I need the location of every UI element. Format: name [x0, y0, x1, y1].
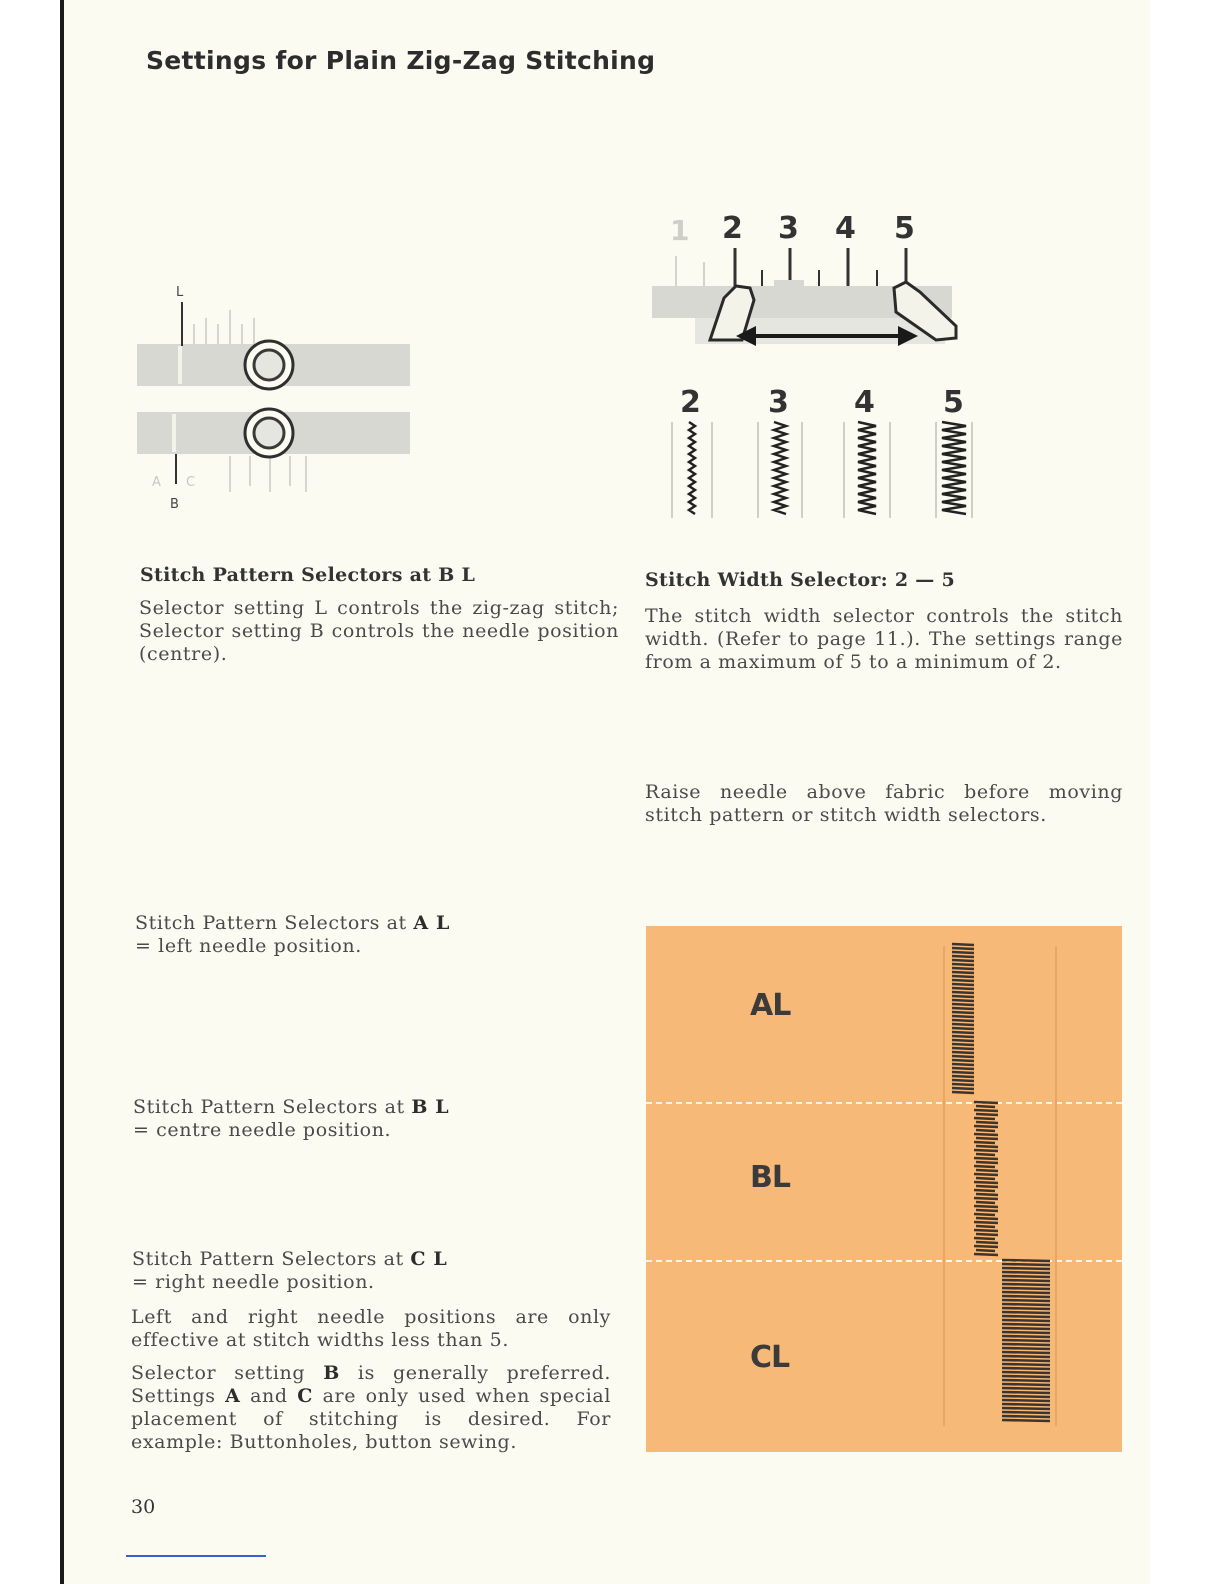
preferred-setting-note	[131, 1362, 611, 1454]
stitch-mark	[1002, 1272, 1050, 1273]
stitch-mark	[952, 1084, 974, 1085]
stitch-mark	[952, 1024, 974, 1025]
stitch-mark	[976, 1122, 998, 1123]
stitch-mark	[952, 988, 974, 989]
stitch-mark	[952, 948, 974, 949]
stitch-width-5: 5	[943, 385, 964, 420]
stitch-mark	[976, 1234, 998, 1235]
stitch-mark	[974, 1206, 998, 1207]
stitch-mark	[1002, 1304, 1050, 1305]
stitch-mark	[976, 1186, 998, 1187]
stitch-mark	[1002, 1284, 1050, 1285]
swatch-label-bl: BL	[750, 1160, 790, 1195]
stitch-mark	[974, 1150, 998, 1151]
stitch-mark	[952, 1048, 974, 1049]
note-setting-c: C	[297, 1385, 313, 1407]
stitch-mark	[976, 1242, 998, 1243]
stitch-mark	[1002, 1260, 1050, 1261]
dial-label-l: L	[176, 285, 184, 300]
stitch-mark	[1002, 1400, 1050, 1401]
stitch-mark	[1002, 1324, 1050, 1325]
stitch-mark	[974, 1238, 995, 1239]
stitch-mark	[1002, 1388, 1050, 1389]
width-heading: Stitch Width Selector: 2 — 5	[645, 569, 956, 591]
stitch-mark	[952, 1076, 974, 1077]
position-left-prefix: Stitch Pattern Selectors at	[135, 912, 414, 934]
stitch-mark	[1002, 1308, 1050, 1309]
stitch-mark	[1002, 1332, 1050, 1333]
stitch-mark	[952, 1012, 974, 1013]
stitch-mark	[1002, 1416, 1050, 1417]
stitch-mark	[952, 956, 974, 957]
stitch-mark	[974, 1110, 998, 1111]
stitch-mark	[974, 1246, 998, 1247]
stitch-mark	[1002, 1344, 1050, 1345]
stitch-mark	[974, 1254, 998, 1255]
stitch-column-bl	[974, 1102, 998, 1255]
position-right	[132, 1248, 612, 1294]
stitch-mark	[976, 1218, 998, 1219]
stitch-mark	[1002, 1280, 1050, 1281]
stitch-mark	[974, 1166, 995, 1167]
note-text-4: are only used when special placement of stitching is desired. For example: Buttonholes, button sewing.	[131, 1385, 611, 1453]
stitch-mark	[952, 972, 974, 973]
swatch-label-al: AL	[750, 988, 791, 1023]
stitch-rows	[646, 926, 1122, 1452]
zigzag-sample-2	[689, 422, 695, 514]
stitch-mark	[1002, 1316, 1050, 1317]
stitch-mark	[1002, 1276, 1050, 1277]
page-number: 30	[131, 1496, 156, 1518]
stitch-column-cl	[1002, 1260, 1050, 1421]
note-text-2: is generally preferred. Settings	[131, 1362, 611, 1407]
stitch-mark	[952, 1020, 974, 1021]
stitch-mark	[1002, 1368, 1050, 1369]
stitch-mark	[952, 1016, 974, 1017]
dial-label-c: C	[186, 475, 196, 490]
stitch-mark	[952, 992, 974, 993]
position-left-setting: A L	[413, 912, 450, 934]
pattern-selector-figure	[130, 280, 420, 520]
stitch-mark	[1002, 1404, 1050, 1405]
stitch-mark	[1002, 1372, 1050, 1373]
stitch-mark	[952, 968, 974, 969]
stitch-mark	[976, 1170, 998, 1171]
width-dial-1: 1	[670, 214, 690, 247]
stitch-mark	[952, 1044, 974, 1045]
stitch-mark	[974, 1182, 998, 1183]
position-right-prefix: Stitch Pattern Selectors at	[132, 1248, 411, 1270]
stitch-mark	[952, 1088, 974, 1089]
stitch-mark	[1002, 1268, 1050, 1269]
stitch-mark	[974, 1198, 998, 1199]
stitch-mark	[952, 1064, 974, 1065]
width-dial-3: 3	[778, 211, 799, 246]
stitch-mark	[974, 1222, 998, 1223]
stitch-mark	[1002, 1340, 1050, 1341]
stitch-mark	[976, 1194, 998, 1195]
stitch-column-al	[952, 944, 974, 1093]
stitch-mark	[976, 1130, 995, 1131]
stitch-mark	[974, 1118, 995, 1119]
position-right-desc: = right needle position.	[132, 1271, 375, 1293]
stitch-width-2: 2	[680, 385, 701, 420]
pattern-text: Selector setting L controls the zig-zag stitch; Selector setting B controls the needle position (centre).	[139, 597, 619, 665]
stitch-mark	[974, 1174, 998, 1175]
bottom-rule	[126, 1555, 266, 1557]
stitch-mark	[952, 1004, 974, 1005]
stitch-mark	[952, 1060, 974, 1061]
stitch-mark	[974, 1142, 995, 1143]
position-left-desc: = left needle position.	[135, 935, 362, 957]
stitch-mark	[952, 1036, 974, 1037]
stitch-mark	[976, 1106, 995, 1107]
stitch-mark	[952, 952, 974, 953]
stitch-mark	[952, 976, 974, 977]
raise-needle-note: Raise needle above fabric before moving stitch pattern or stitch width selectors.	[645, 781, 1123, 826]
position-centre-prefix: Stitch Pattern Selectors at	[133, 1096, 412, 1118]
position-centre-desc: = centre needle position.	[133, 1119, 392, 1141]
stitch-mark	[1002, 1292, 1050, 1293]
stitch-mark	[1002, 1352, 1050, 1353]
stitch-mark	[976, 1226, 995, 1227]
stitch-mark	[974, 1190, 995, 1191]
stitch-mark	[1002, 1356, 1050, 1357]
stitch-mark	[1002, 1376, 1050, 1377]
stitch-mark	[974, 1126, 998, 1127]
stitch-mark	[976, 1250, 995, 1251]
dial-label-a: A	[152, 475, 161, 490]
stitch-mark	[952, 964, 974, 965]
stitch-mark	[976, 1202, 995, 1203]
note-text-3: and	[240, 1385, 298, 1407]
stitch-mark	[976, 1114, 998, 1115]
stitch-mark	[976, 1146, 998, 1147]
stitch-mark	[1002, 1364, 1050, 1365]
width-text: The stitch width selector controls the stitch width. (Refer to page 11.). The settings range from a maximum of 5 to a minimum of 2.	[645, 605, 1123, 673]
zigzag-sample-3	[774, 422, 786, 514]
swatch-label-cl: CL	[750, 1340, 790, 1375]
stitch-mark	[974, 1158, 998, 1159]
stitch-mark	[1002, 1328, 1050, 1329]
position-left	[135, 912, 615, 958]
width-dial-5: 5	[894, 211, 915, 246]
note-setting-a: A	[225, 1385, 241, 1407]
stitch-mark	[952, 1052, 974, 1053]
stitch-mark	[1002, 1412, 1050, 1413]
zigzag-sample-4	[858, 422, 876, 514]
width-dial-4: 4	[835, 211, 856, 246]
stitch-mark	[952, 1032, 974, 1033]
stitch-width-3: 3	[768, 385, 789, 420]
width-effect-note: Left and right needle positions are only effective at stitch widths less than 5.	[131, 1306, 611, 1351]
stitch-width-figure	[640, 200, 980, 530]
stitch-mark	[974, 1230, 998, 1231]
note-text-1: Selector setting	[131, 1362, 324, 1384]
stitch-mark	[952, 944, 974, 945]
position-right-setting: C L	[410, 1248, 448, 1270]
page-title: Settings for Plain Zig-Zag Stitching	[146, 46, 656, 75]
stitch-mark	[952, 984, 974, 985]
stitch-mark	[974, 1102, 998, 1103]
position-centre	[133, 1096, 613, 1142]
stitch-mark	[1002, 1360, 1050, 1361]
stitch-mark	[976, 1138, 998, 1139]
stitch-mark	[1002, 1288, 1050, 1289]
stitch-mark	[1002, 1408, 1050, 1409]
stitch-mark	[952, 1080, 974, 1081]
stitch-mark	[952, 1008, 974, 1009]
note-setting-b: B	[323, 1362, 340, 1384]
stitch-mark	[952, 1000, 974, 1001]
stitch-mark	[976, 1154, 995, 1155]
stitch-width-4: 4	[854, 385, 875, 420]
stitch-mark	[976, 1210, 998, 1211]
stitch-mark	[1002, 1392, 1050, 1393]
stitch-mark	[952, 1092, 974, 1093]
stitch-mark	[952, 1056, 974, 1057]
stitch-mark	[976, 1178, 995, 1179]
stitch-mark	[1002, 1380, 1050, 1381]
stitch-mark	[1002, 1300, 1050, 1301]
stitch-mark	[952, 996, 974, 997]
stitch-mark	[952, 1040, 974, 1041]
stitch-mark	[1002, 1384, 1050, 1385]
stitch-mark	[1002, 1264, 1050, 1265]
stitch-mark	[952, 980, 974, 981]
stitch-sample-swatch	[646, 926, 1122, 1452]
position-centre-setting: B L	[411, 1096, 450, 1118]
stitch-mark	[1002, 1420, 1050, 1421]
stitch-mark	[952, 1068, 974, 1069]
stitch-mark	[952, 960, 974, 961]
width-dial-2: 2	[722, 211, 743, 246]
stitch-mark	[1002, 1348, 1050, 1349]
stitch-mark	[1002, 1320, 1050, 1321]
stitch-mark	[1002, 1312, 1050, 1313]
stitch-mark	[976, 1162, 998, 1163]
pattern-heading: Stitch Pattern Selectors at B L	[140, 564, 476, 586]
stitch-mark	[952, 1072, 974, 1073]
stitch-mark	[1002, 1336, 1050, 1337]
stitch-mark	[974, 1134, 998, 1135]
stitch-mark	[1002, 1396, 1050, 1397]
dial-label-b: B	[170, 497, 179, 512]
stitch-mark	[1002, 1296, 1050, 1297]
zigzag-sample-5	[942, 422, 966, 514]
stitch-mark	[974, 1214, 995, 1215]
stitch-mark	[952, 1028, 974, 1029]
